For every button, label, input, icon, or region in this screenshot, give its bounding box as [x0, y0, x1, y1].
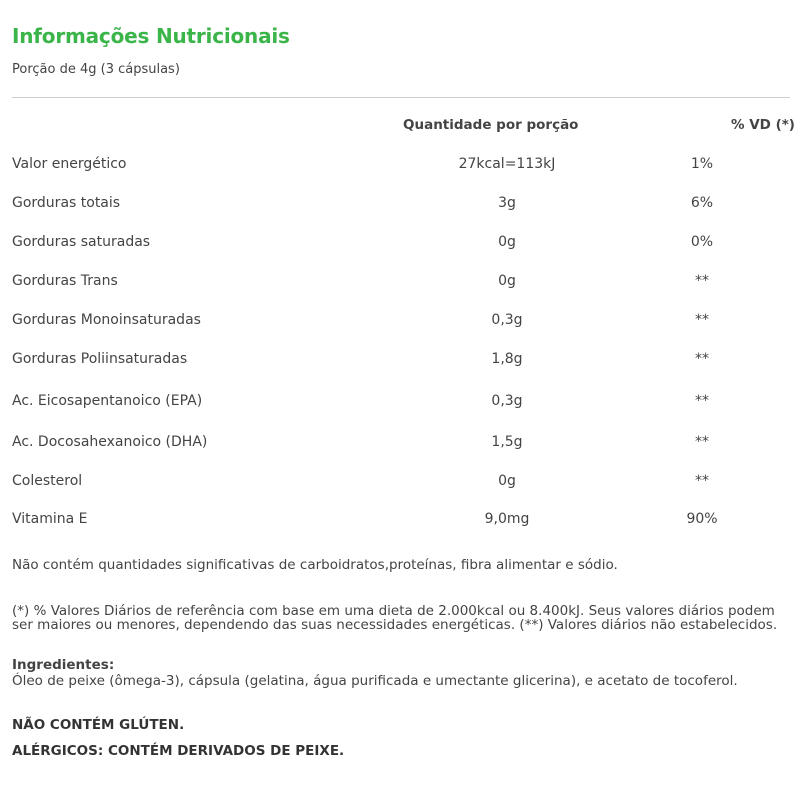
nutrient-name: Valor energético	[12, 156, 127, 172]
nutrient-daily-value: **	[695, 351, 709, 367]
nutrient-name: Gorduras totais	[12, 195, 121, 211]
nutrient-daily-value: 90%	[686, 511, 718, 527]
nutrient-daily-value: **	[695, 393, 709, 409]
nutrient-name: Colesterol	[12, 473, 83, 489]
table-row	[0, 473, 800, 495]
nutrient-quantity: 0,3g	[491, 393, 523, 409]
header-divider	[12, 97, 790, 98]
ingredients-label: Ingredientes:	[12, 657, 115, 673]
nutrient-daily-value: **	[695, 312, 709, 328]
table-row	[0, 273, 800, 295]
nutrient-name: Vitamina E	[12, 511, 88, 527]
nutrient-quantity: 0g	[498, 273, 516, 289]
nutrient-daily-value: **	[695, 273, 709, 289]
ingredients-text: Óleo de peixe (ômega-3), cápsula (gelatina, água purificada e umectante glicerina), e acetato de tocoferol.	[12, 673, 738, 689]
no-significant-note: Não contém quantidades significativas de carboidratos,proteínas, fibra alimentar e sódio.	[12, 557, 618, 573]
table-row	[0, 156, 800, 178]
nutrient-daily-value: 1%	[690, 156, 714, 172]
gluten-warning: NÃO CONTÉM GLÚTEN.	[12, 717, 185, 733]
table-row	[0, 434, 800, 456]
nutrient-quantity: 0g	[498, 234, 516, 250]
table-row	[0, 351, 800, 373]
nutrient-name: Gorduras Poliinsaturadas	[12, 351, 188, 367]
nutrient-name: Ac. Eicosapentanoico (EPA)	[12, 393, 203, 409]
nutrient-daily-value: 6%	[690, 195, 714, 211]
nutrient-quantity: 1,8g	[491, 351, 523, 367]
table-row	[0, 312, 800, 334]
nutrient-daily-value: **	[695, 434, 709, 450]
nutrient-quantity: 3g	[498, 195, 516, 211]
nutrient-daily-value: 0%	[690, 234, 714, 250]
nutrient-name: Gorduras saturadas	[12, 234, 151, 250]
portion-size: Porção de 4g (3 cápsulas)	[12, 62, 180, 77]
nutrient-quantity: 0,3g	[491, 312, 523, 328]
nutrient-name: Gorduras Monoinsaturadas	[12, 312, 201, 328]
allergen-warning: ALÉRGICOS: CONTÉM DERIVADOS DE PEIXE.	[12, 743, 345, 759]
nutrient-quantity: 9,0mg	[484, 511, 530, 527]
nutrient-quantity: 1,5g	[491, 434, 523, 450]
table-row	[0, 511, 800, 533]
table-row	[0, 234, 800, 256]
table-row	[0, 195, 800, 217]
page-title: Informações Nutricionais	[12, 24, 290, 48]
nutrient-quantity: 0g	[498, 473, 516, 489]
nutrient-name: Gorduras Trans	[12, 273, 118, 289]
daily-value-footnote: (*) % Valores Diários de referência com base em uma dieta de 2.000kcal ou 8.400kJ. Seus valores diários podem ser maiores ou menores, dependendo das suas necessidades energéticas. (**) Valores diários não estabelecidos.	[12, 603, 778, 633]
column-header-daily-value: % VD (*)	[731, 117, 795, 133]
nutrient-daily-value: **	[695, 473, 709, 489]
column-header-quantity: Quantidade por porção	[403, 117, 579, 133]
nutrient-quantity: 27kcal=113kJ	[458, 156, 556, 172]
nutrient-name: Ac. Docosahexanoico (DHA)	[12, 434, 208, 450]
table-row	[0, 393, 800, 415]
